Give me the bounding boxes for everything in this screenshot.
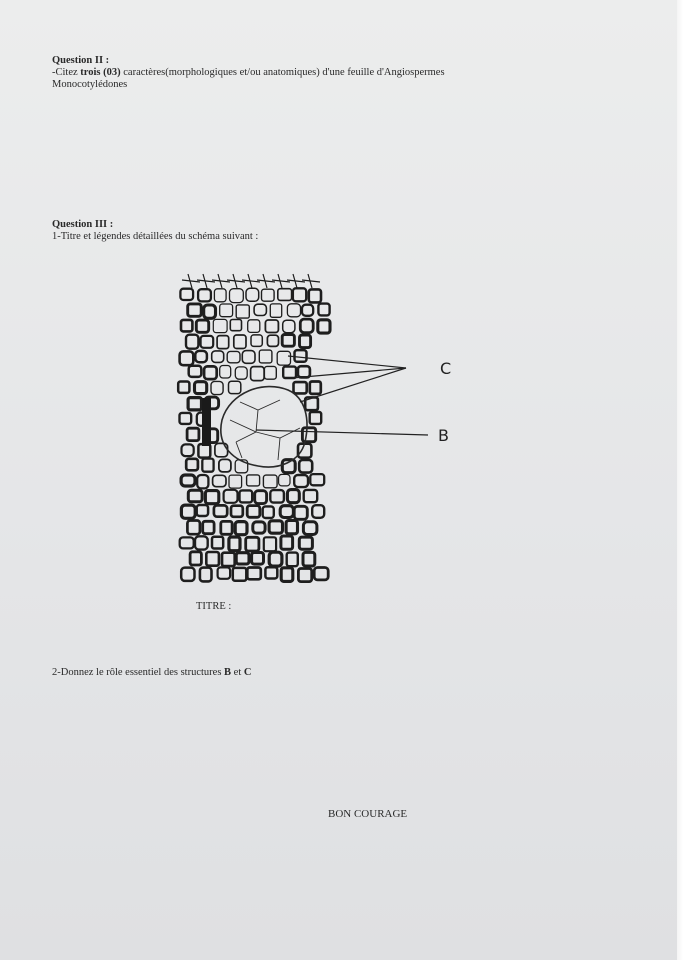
plant-cell (205, 491, 218, 504)
mesh-line (287, 274, 305, 288)
closing-text: BON COURAGE (328, 808, 408, 820)
plant-cell (282, 335, 294, 347)
plant-cell (202, 459, 213, 472)
plant-cell (263, 506, 274, 518)
plant-cell (181, 320, 192, 332)
plant-cell (246, 288, 259, 301)
plant-cell (270, 490, 284, 503)
question-2-line2: Monocotylédones (52, 79, 128, 90)
plant-cell (281, 536, 293, 549)
plant-cell (248, 320, 260, 333)
plant-cell (215, 443, 228, 456)
plant-cell (206, 552, 219, 566)
plant-cell (242, 351, 255, 364)
plant-cell (251, 367, 265, 381)
plant-cell (231, 506, 243, 517)
plant-cell (219, 459, 231, 472)
plant-cell (283, 367, 296, 378)
pointer-lines (256, 356, 428, 435)
plant-cell (294, 475, 308, 487)
question-2-heading: Question II : (52, 55, 110, 66)
question-3-part2-mid: et (231, 667, 244, 678)
mesh-line (257, 274, 275, 288)
plant-cell (221, 521, 232, 534)
plant-cell (255, 491, 267, 504)
plant-cell (302, 305, 313, 316)
plant-cell (247, 506, 260, 518)
plant-cell (287, 490, 299, 503)
plant-cell (212, 351, 224, 363)
question-2 (52, 55, 612, 91)
question-3 (52, 219, 612, 243)
plant-cell (287, 304, 300, 317)
plant-cell (187, 521, 200, 535)
plant-cell (186, 459, 198, 471)
plant-cell (314, 568, 328, 580)
plant-cell (298, 366, 310, 377)
plant-cell (318, 320, 330, 333)
plant-cell (278, 289, 292, 301)
label-c: C (440, 359, 452, 378)
plant-cell (283, 320, 295, 333)
plant-cell (198, 444, 210, 458)
plant-cell (220, 366, 231, 379)
plant-cell (310, 382, 321, 394)
plant-cell (224, 490, 238, 503)
plant-cell (269, 521, 282, 533)
plant-cell (294, 506, 307, 519)
plant-cell (195, 536, 208, 549)
plant-cell (180, 289, 193, 300)
plant-cell (218, 567, 231, 578)
structure-c-ref: C (243, 667, 252, 678)
plant-cell (196, 320, 208, 332)
plant-cell (300, 335, 311, 348)
plant-cell (186, 335, 198, 349)
plant-cell (264, 537, 276, 551)
plant-cell (300, 319, 313, 333)
plant-cell (235, 522, 247, 535)
plant-cell (188, 398, 201, 410)
plant-cell (303, 522, 317, 535)
plant-cell (204, 305, 216, 318)
mesh-line (182, 274, 200, 288)
plant-cell (213, 319, 227, 332)
plant-cell (195, 351, 207, 362)
plant-cell (247, 568, 260, 580)
plant-cell (229, 475, 242, 488)
plant-cell (230, 289, 244, 303)
plant-cell (188, 304, 202, 316)
plant-cell (294, 382, 307, 393)
plant-cell (220, 304, 233, 317)
mesh-line (302, 274, 320, 288)
plant-cell (233, 568, 247, 581)
plant-cell (234, 335, 246, 349)
plant-cell (212, 537, 223, 549)
plant-cell (187, 428, 199, 440)
plant-cell (222, 553, 235, 566)
plant-cell (213, 475, 226, 486)
plant-cell (263, 475, 277, 488)
plant-cell (287, 553, 298, 567)
plant-cell (264, 366, 276, 379)
plant-cell (197, 475, 208, 488)
plant-cell (189, 366, 202, 377)
plant-cell (298, 569, 311, 582)
mesh-line (272, 274, 290, 288)
plant-cell (298, 444, 311, 458)
mesh-line (242, 274, 260, 288)
plant-cell (310, 474, 324, 485)
plant-cell (309, 289, 321, 302)
plant-cell (251, 335, 262, 347)
plant-cell (230, 320, 241, 331)
plant-cell (211, 381, 223, 394)
question-3-line1: 1-Titre et légendes détaillées du schéma suivant : (52, 231, 259, 242)
plant-cell (265, 320, 278, 333)
plant-cell (259, 350, 272, 363)
question-2-rest: caractères(morphologiques et/ou anatomiques) d'une feuille d'Angiospermes (120, 67, 445, 78)
label-b: B (438, 426, 449, 445)
plant-cell (318, 304, 329, 316)
plant-cell (295, 350, 307, 362)
plant-cell (181, 475, 195, 486)
plant-cell (277, 351, 290, 365)
plant-cell (299, 537, 312, 549)
plant-cell (214, 289, 226, 302)
diagram-title-field: TITRE : (196, 601, 232, 612)
plant-cell (195, 382, 207, 394)
plant-cell (304, 490, 318, 502)
plant-cell (229, 537, 240, 551)
plant-cell (270, 304, 281, 317)
question-2-line1 (52, 67, 612, 79)
plant-cell (182, 444, 194, 456)
plant-cell (236, 553, 249, 564)
plant-cell (279, 474, 290, 486)
plant-cell (200, 568, 212, 582)
mesh-line (197, 274, 215, 288)
structure-b-ref: B (224, 667, 232, 678)
plant-cell (247, 475, 260, 486)
plant-cell (254, 304, 266, 315)
plant-cell (240, 490, 253, 502)
plant-cell (198, 289, 211, 301)
plant-cell (310, 412, 322, 424)
plant-cell (265, 567, 277, 578)
plant-cell (262, 289, 275, 301)
question-3-part2-prefix: 2-Donnez le rôle essentiel des structures (52, 667, 225, 678)
plant-cell (293, 288, 306, 301)
plant-cell (201, 336, 214, 348)
question-2-prefix: -Citez (52, 67, 81, 78)
tissue-diagram (160, 270, 470, 590)
plant-cell (303, 552, 315, 566)
fiber-strand (202, 398, 211, 446)
plant-cell (197, 505, 208, 516)
plant-cell (235, 367, 247, 379)
plant-cell (246, 537, 259, 551)
mesh-line (212, 274, 230, 288)
plant-cell (235, 460, 248, 473)
plant-cell (286, 521, 297, 534)
plant-cell (253, 522, 265, 533)
plant-cell (299, 460, 312, 473)
plant-cell (178, 382, 189, 393)
page-edge (677, 0, 683, 960)
plant-cell (214, 505, 227, 516)
plant-cell (180, 413, 192, 424)
plant-cell (180, 537, 194, 548)
plant-cell (236, 305, 249, 318)
plant-cell (280, 506, 293, 518)
plant-cell (188, 490, 202, 502)
plant-cell (267, 335, 278, 346)
plant-cell (281, 568, 293, 582)
plant-cell (227, 351, 240, 362)
plant-cell (204, 366, 217, 379)
plant-cell (252, 553, 264, 565)
question-2-bold: trois (03) (80, 67, 121, 78)
plant-cell (203, 521, 214, 533)
plant-cell (190, 552, 201, 565)
question-3-heading: Question III : (52, 219, 114, 230)
plant-cell (302, 428, 315, 442)
plant-cell (217, 336, 229, 349)
plant-cell (181, 568, 194, 581)
plant-cell (229, 381, 241, 393)
plant-cell (312, 505, 324, 518)
plant-cell (269, 552, 282, 566)
plant-cell (181, 505, 195, 518)
question-3-part2 (52, 667, 251, 679)
mesh-line (227, 274, 245, 288)
plant-cell (180, 351, 194, 365)
